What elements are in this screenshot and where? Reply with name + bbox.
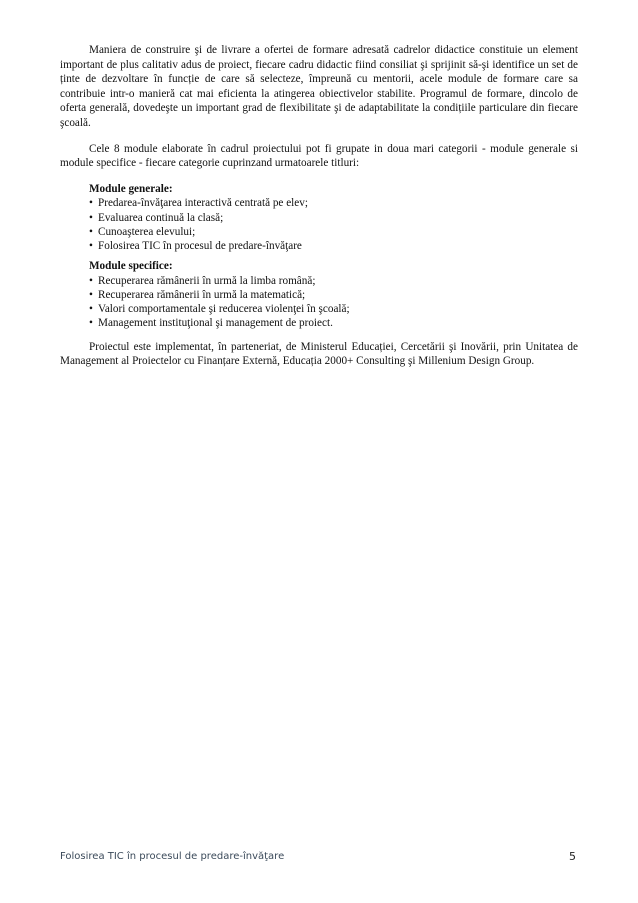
bullet-icon: • bbox=[89, 239, 93, 252]
list-item-text: Cunoaşterea elevului; bbox=[98, 225, 196, 238]
list-item-text: Evaluarea continuă la clasă; bbox=[98, 211, 224, 224]
bullet-icon: • bbox=[89, 211, 93, 224]
page-footer bbox=[60, 851, 578, 865]
footer-title: Folosirea TIC în procesul de predare-învăţare bbox=[60, 851, 285, 862]
specific-modules-section bbox=[89, 259, 578, 330]
bullet-icon: • bbox=[89, 225, 93, 238]
list-item bbox=[89, 196, 578, 210]
list-item-text: Valori comportamentale şi reducerea violenţei în şcoală; bbox=[98, 303, 350, 316]
list-item bbox=[89, 274, 578, 288]
bullet-icon: • bbox=[89, 197, 93, 210]
specific-modules-list bbox=[89, 274, 578, 331]
modules-intro-paragraph: Cele 8 module elaborate în cadrul proiectului pot fi grupate in doua mari categorii - module generale si module specifice - fiecare categorie cuprinzand urmatoarele titluri: bbox=[60, 142, 578, 170]
list-item-text: Predarea-învăţarea interactivă centrată pe elev; bbox=[98, 197, 308, 210]
list-item-text: Folosirea TIC în procesul de predare-învăţare bbox=[98, 239, 302, 252]
list-item bbox=[89, 288, 578, 302]
general-modules-section bbox=[89, 182, 578, 253]
list-item bbox=[89, 225, 578, 239]
bullet-icon: • bbox=[89, 303, 93, 316]
specific-modules-heading: Module specifice: bbox=[89, 260, 173, 273]
bullet-icon: • bbox=[89, 317, 93, 330]
intro-paragraph: Maniera de construire şi de livrare a ofertei de formare adresată cadrelor didactice constituie un element important de plus calitativ adus de proiect, fiecare cadru didactic fiind consiliat şi sprijinit să-şi identifice un set de ținte de dezvoltare în funcție de care să selecteze, împreună cu mentorii, acele module de formare care sa contribuie intr-o manieră cat mai eficienta la atingerea obiectivelor stabilite. Programul de formare, dincolo de oferta generală, dovedeşte un important grad de flexibilitate şi de adaptabilitate la condițiile particulare din fiecare şcoală. bbox=[60, 44, 578, 129]
bullet-icon: • bbox=[89, 274, 93, 287]
list-item-text: Recuperarea rămânerii în urmă la matematică; bbox=[98, 288, 306, 301]
list-item bbox=[89, 316, 578, 330]
list-item-text: Recuperarea rămânerii în urmă la limba română; bbox=[98, 274, 316, 287]
general-modules-list bbox=[89, 196, 578, 253]
list-item bbox=[89, 211, 578, 225]
list-item-text: Management instituţional şi management de proiect. bbox=[98, 317, 333, 330]
list-item bbox=[89, 302, 578, 316]
page-number: 5 bbox=[569, 850, 576, 863]
general-modules-heading: Module generale: bbox=[89, 182, 173, 195]
list-item bbox=[89, 239, 578, 253]
closing-paragraph: Proiectul este implementat, în parteneriat, de Ministerul Educației, Cercetării şi Inovării, prin Unitatea de Management al Proiectelor cu Finanțare Externă, Educația 2000+ Consulting şi Millenium Design Group. bbox=[60, 340, 578, 368]
page-body bbox=[60, 43, 578, 380]
bullet-icon: • bbox=[89, 288, 93, 301]
